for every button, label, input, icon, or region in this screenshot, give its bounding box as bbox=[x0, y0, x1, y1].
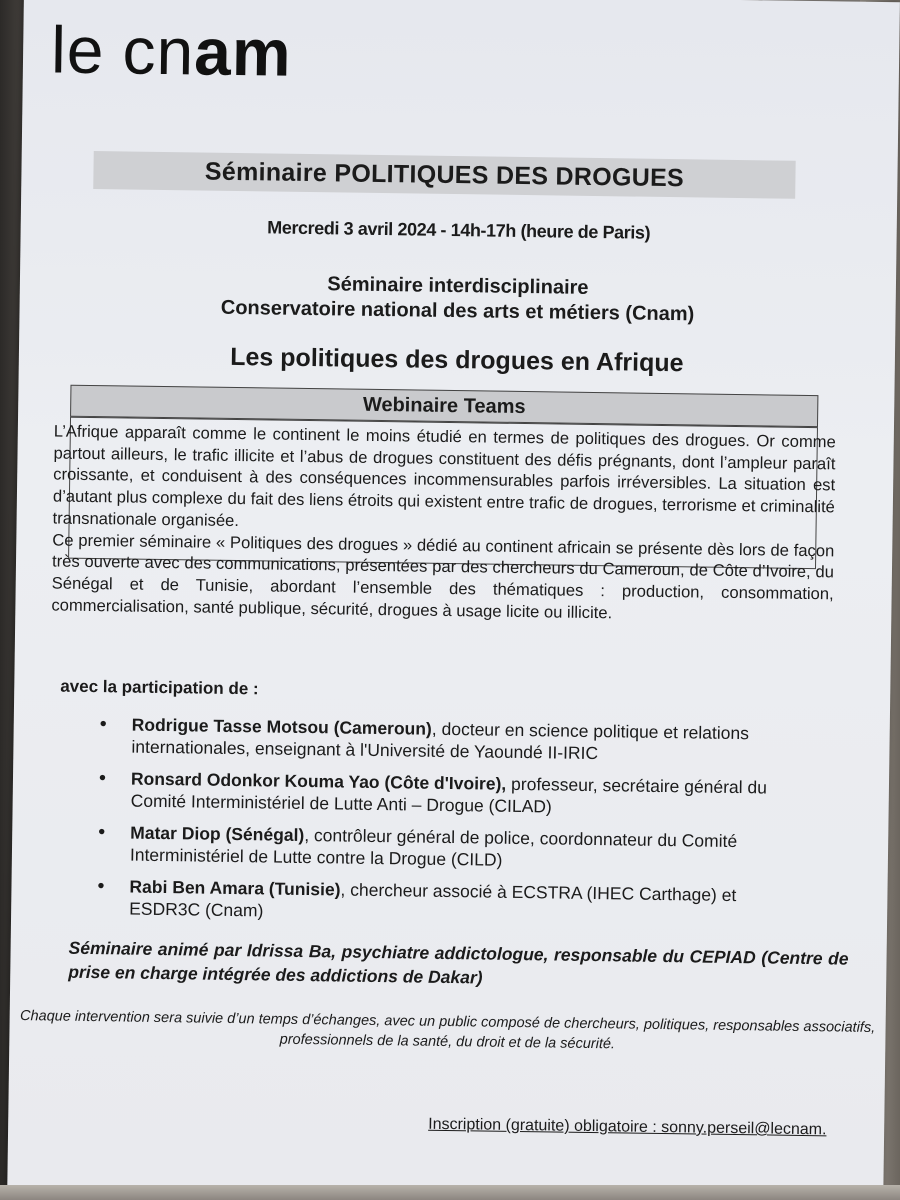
webinar-label: Webinaire Teams bbox=[70, 385, 818, 427]
participant-role: , contrôleur général de police, coordonnateur du Comité Interministériel de Lutte contre la Drogue (CILD) bbox=[129, 824, 738, 870]
date-line: Mercredi 3 avril 2024 - 14h-17h (heure de Paris) bbox=[267, 217, 651, 243]
subtitle bbox=[19, 268, 896, 330]
seminar-title: Séminaire POLITIQUES DES DROGUES bbox=[93, 151, 795, 199]
background-bottom-edge bbox=[0, 1185, 900, 1200]
description bbox=[51, 420, 836, 626]
exchange-note: Chaque intervention sera suivie d’un temps d’échanges, avec un public composé de chercheurs, politiques, responsables associatifs, professionnels de la santé, du droit et de la sécurité. bbox=[19, 1008, 876, 1053]
registration-link[interactable]: Inscription (gratuite) obligatoire : sonny.perseil@lecnam. bbox=[428, 1115, 827, 1139]
bullet-icon: • bbox=[98, 821, 106, 844]
description-paragraph-1: L’Afrique apparaît comme le continent le moins étudié en termes de politiques des drogues. Or comme partout ailleurs, le trafic illicite et l’abus de drogues constituent des défis prégnants, dont l’ampleur paraît croissante, et conduisent à des conséquences incommensurables parfois irréversibles. La situation est d’autant plus complexe du fait des liens étroits qui existent entre trafic de drogues, terrorisme et criminalité transnationale organisée. bbox=[52, 421, 836, 530]
main-title: Les politiques des drogues en Afrique bbox=[230, 342, 684, 378]
participant-list bbox=[97, 713, 812, 939]
subtitle-line-1: Séminaire interdisciplinaire bbox=[327, 273, 589, 299]
participant-role: professeur, secrétaire général du Comité Interministériel de Lutte Anti – Drogue (CILAD) bbox=[130, 773, 768, 817]
participant-item bbox=[99, 713, 812, 767]
bullet-icon: • bbox=[99, 713, 107, 736]
poster-sheet bbox=[7, 0, 900, 1200]
participant-name: Rodrigue Tasse Motsou (Cameroun) bbox=[131, 714, 432, 739]
cnam-logo bbox=[50, 12, 293, 90]
host-line: Séminaire animé par Idrissa Ba, psychiatre addictologue, responsable du CEPIAD (Centre de prise en charge intégrée des addictions de Dakar) bbox=[68, 937, 849, 988]
participant-item bbox=[99, 767, 812, 821]
participant-role: , docteur en science politique et relations internationales, enseignant à l'Université de Yaoundé II-IRIC bbox=[131, 718, 750, 764]
participant-name: Rabi Ben Amara (Tunisie) bbox=[129, 876, 341, 900]
subtitle-line-2: Conservatoire national des arts et métiers (Cnam) bbox=[220, 296, 695, 326]
participant-item bbox=[97, 875, 810, 929]
logo-le: le bbox=[50, 12, 106, 88]
logo-am: am bbox=[193, 14, 293, 90]
bullet-icon: • bbox=[98, 767, 107, 790]
logo-cn: cn bbox=[122, 13, 195, 89]
participant-name: Ronsard Odonkor Kouma Yao (Côte d'Ivoire), bbox=[130, 768, 507, 794]
participant-item bbox=[98, 821, 811, 875]
participant-role: , chercheur associé à ECSTRA (IHEC Carthage) et ESDR3C (Cnam) bbox=[129, 879, 737, 921]
participant-name: Matar Diop (Sénégal) bbox=[130, 822, 305, 845]
participation-heading: avec la participation de : bbox=[60, 676, 259, 699]
bullet-icon: • bbox=[97, 875, 105, 898]
description-paragraph-2: Ce premier séminaire « Politiques des drogues » dédié au continent africain se présente dès lors de façon très ouverte avec des communications, présentées par des chercheurs du Cameroun, de Côte d’Ivoire, du Sénégal et de Tunisie, abordant l’ensemble des thématiques : production, consommation, commercialisation, santé publique, sécurité, drogues à usage licite ou illicite. bbox=[51, 529, 835, 622]
